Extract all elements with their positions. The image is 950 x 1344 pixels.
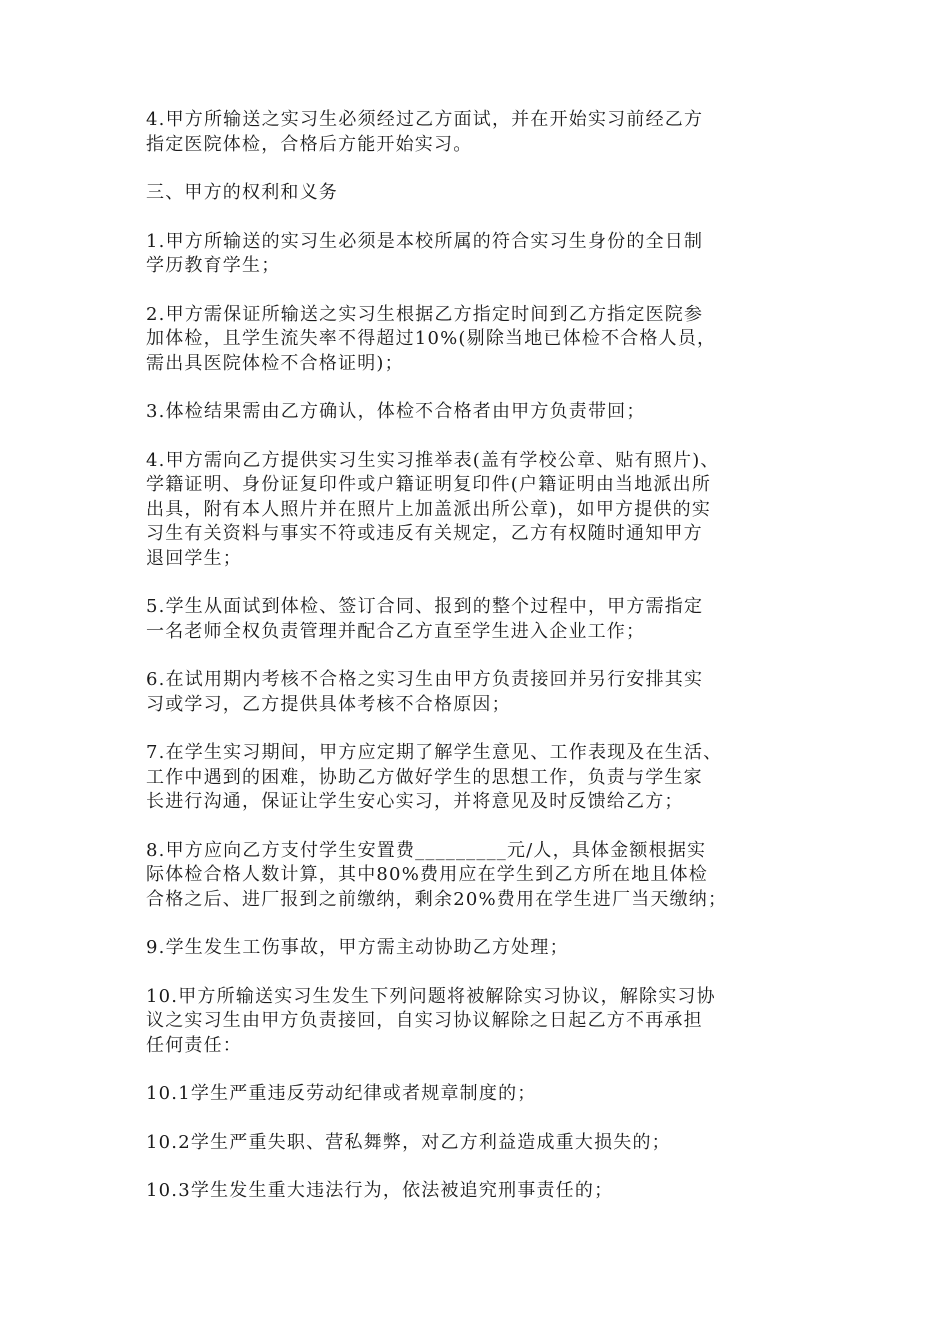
paragraph-line: 学籍证明、身份证复印件或户籍证明复印件(户籍证明由当地派出所 <box>146 474 712 495</box>
paragraph <box>146 1082 810 1107</box>
paragraph <box>146 741 810 815</box>
paragraph <box>146 595 810 644</box>
paragraph-line: 5.学生从面试到体检、签订合同、报到的整个过程中，甲方需指定 <box>146 596 704 617</box>
paragraph-line: 10.3学生发生重大违法行为，依法被追究刑事责任的； <box>146 1180 614 1201</box>
paragraph <box>146 936 810 961</box>
paragraph <box>146 668 810 717</box>
paragraph-line: 指定医院体检，合格后方能开始实习。 <box>146 133 473 155</box>
paragraph-line: 10.1学生严重违反劳动纪律或者规章制度的； <box>146 1083 537 1104</box>
paragraph-line: 10.2学生严重失职、营私舞弊，对乙方利益造成重大损失的； <box>146 1131 671 1153</box>
paragraph-line: 4.甲方所输送之实习生必须经过乙方面试，并在开始实习前经乙方 <box>146 109 704 130</box>
paragraph <box>146 181 810 206</box>
paragraph-line: 2.甲方需保证所输送之实习生根据乙方指定时间到乙方指定医院参 <box>146 303 704 325</box>
paragraph-line: 出具，附有本人照片并在照片上加盖派出所公章)，如甲方提供的实 <box>146 498 712 520</box>
paragraph-line: 1.甲方所输送的实习生必须是本校所属的符合实习生身份的全日制 <box>146 230 704 252</box>
paragraph-line: 10.甲方所输送实习生发生下列问题将被解除实习协议，解除实习协 <box>146 985 716 1007</box>
paragraph <box>146 1131 810 1156</box>
paragraph-line: 议之实习生由甲方负责接回，自实习协议解除之日起乙方不再承担 <box>146 1010 703 1031</box>
paragraph-line: 退回学生； <box>146 547 242 569</box>
paragraph-line: 3.体检结果需由乙方确认，体检不合格者由甲方负责带回； <box>146 401 646 422</box>
paragraph-line: 6.在试用期内考核不合格之实习生由甲方负责接回并另行安排其实 <box>146 669 704 690</box>
paragraph-line: 需出具医院体检不合格证明)； <box>146 352 404 374</box>
paragraph-line: 长进行沟通，保证让学生安心实习，并将意见及时反馈给乙方； <box>146 791 684 812</box>
paragraph-line: 9.学生发生工伤事故，甲方需主动协助乙方处理； <box>146 937 569 958</box>
paragraph-line: 习生有关资料与事实不符或违反有关规定，乙方有权随时通知甲方 <box>146 523 703 544</box>
paragraph <box>146 230 810 279</box>
paragraph-line: 工作中遇到的困难，协助乙方做好学生的思想工作，负责与学生家 <box>146 766 703 788</box>
paragraph <box>146 985 810 1059</box>
paragraph-line: 合格之后、进厂报到之前缴纳，剩余20%费用在学生进厂当天缴纳； <box>146 888 728 910</box>
paragraph-line: 8.甲方应向乙方支付学生安置费_________元/人，具体金额根据实 <box>146 839 707 861</box>
paragraph-line: 一名老师全权负责管理并配合乙方直至学生进入企业工作； <box>146 620 646 642</box>
paragraph-line: 际体检合格人数计算，其中80%费用应在学生到乙方所在地且体检 <box>146 864 709 885</box>
paragraph <box>146 303 810 377</box>
paragraph-line: 习或学习，乙方提供具体考核不合格原因； <box>146 693 511 715</box>
paragraph-line: 4.甲方需向乙方提供实习生实习推举表(盖有学校公章、贴有照片)、 <box>146 449 720 471</box>
paragraph-line: 7.在学生实习期间，甲方应定期了解学生意见、工作表现及在生活、 <box>146 742 723 763</box>
paragraph <box>146 1179 810 1204</box>
paragraph <box>146 108 810 157</box>
paragraph <box>146 449 810 572</box>
paragraph <box>146 839 810 913</box>
paragraph-line: 三、甲方的权利和义务 <box>146 182 338 203</box>
paragraph-line: 学历教育学生； <box>146 255 281 276</box>
paragraph <box>146 400 810 425</box>
document-body <box>146 108 810 1228</box>
paragraph-line: 任何责任： <box>146 1034 242 1056</box>
paragraph-line: 加体检，且学生流失率不得超过10%(剔除当地已体检不合格人员， <box>146 328 717 349</box>
